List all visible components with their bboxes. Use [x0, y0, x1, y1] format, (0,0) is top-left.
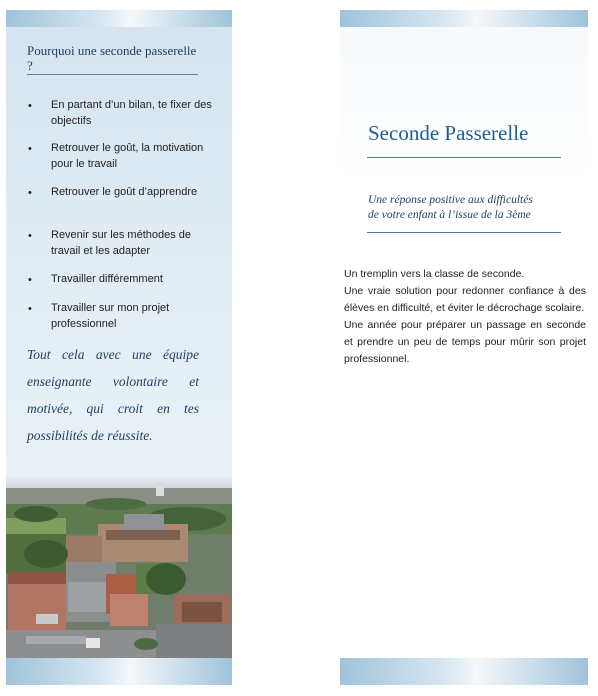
top-right-decor-bar	[340, 10, 588, 27]
left-panel	[6, 27, 232, 474]
list-item-text: Retrouver le goût d’apprendre	[51, 186, 198, 198]
list-item-text: En partant d’un bilan, te fixer des objectifs	[51, 99, 212, 127]
list-item-text: Travailler sur mon projet professionnel	[51, 302, 170, 330]
description-paragraph: Une vraie solution pour redonner confiance à des élèves en difficulté, et éviter le décrochage scolaire.	[344, 285, 586, 314]
description-paragraph: Une année pour préparer un passage en seconde et prendre un peu de temps pour mûrir son projet professionnel.	[344, 319, 586, 365]
subtitle-line-1: Une réponse positive aux difficultés	[368, 194, 533, 206]
subtitle-line-2: de votre enfant à l’issue de la 3ème	[368, 209, 531, 221]
list-item-text: Revenir sur les méthodes de travail et les adapter	[51, 229, 192, 257]
bottom-left-decor-bar	[6, 658, 232, 685]
title-divider	[367, 157, 561, 158]
bullet-icon: •	[28, 100, 32, 112]
bullet-icon: •	[28, 187, 32, 199]
school-aerial-photo	[6, 474, 232, 658]
bottom-right-decor-bar	[340, 658, 588, 685]
top-left-decor-bar	[6, 10, 232, 27]
description-text	[344, 266, 586, 368]
bullet-icon: •	[28, 303, 32, 315]
description-paragraph: Un tremplin vers la classe de seconde.	[344, 268, 525, 280]
bullet-icon: •	[28, 143, 32, 155]
motto-text: Tout cela avec une équipe enseignante volontaire et motivée, qui croit en tes possibilités de réussite.	[27, 347, 199, 443]
left-panel-title: Pourquoi une seconde passerelle ?	[27, 43, 197, 73]
bullet-icon: •	[28, 230, 32, 242]
list-item-text: Retrouver le goût, la motivation pour le travail	[51, 142, 204, 170]
list-item-text: Travailler différemment	[51, 273, 163, 285]
brochure-title: Seconde Passerelle	[368, 121, 529, 145]
subtitle	[368, 193, 568, 223]
left-title-divider	[27, 74, 198, 75]
bullet-icon: •	[28, 274, 32, 286]
right-panel	[340, 27, 588, 658]
subtitle-divider	[367, 232, 561, 233]
